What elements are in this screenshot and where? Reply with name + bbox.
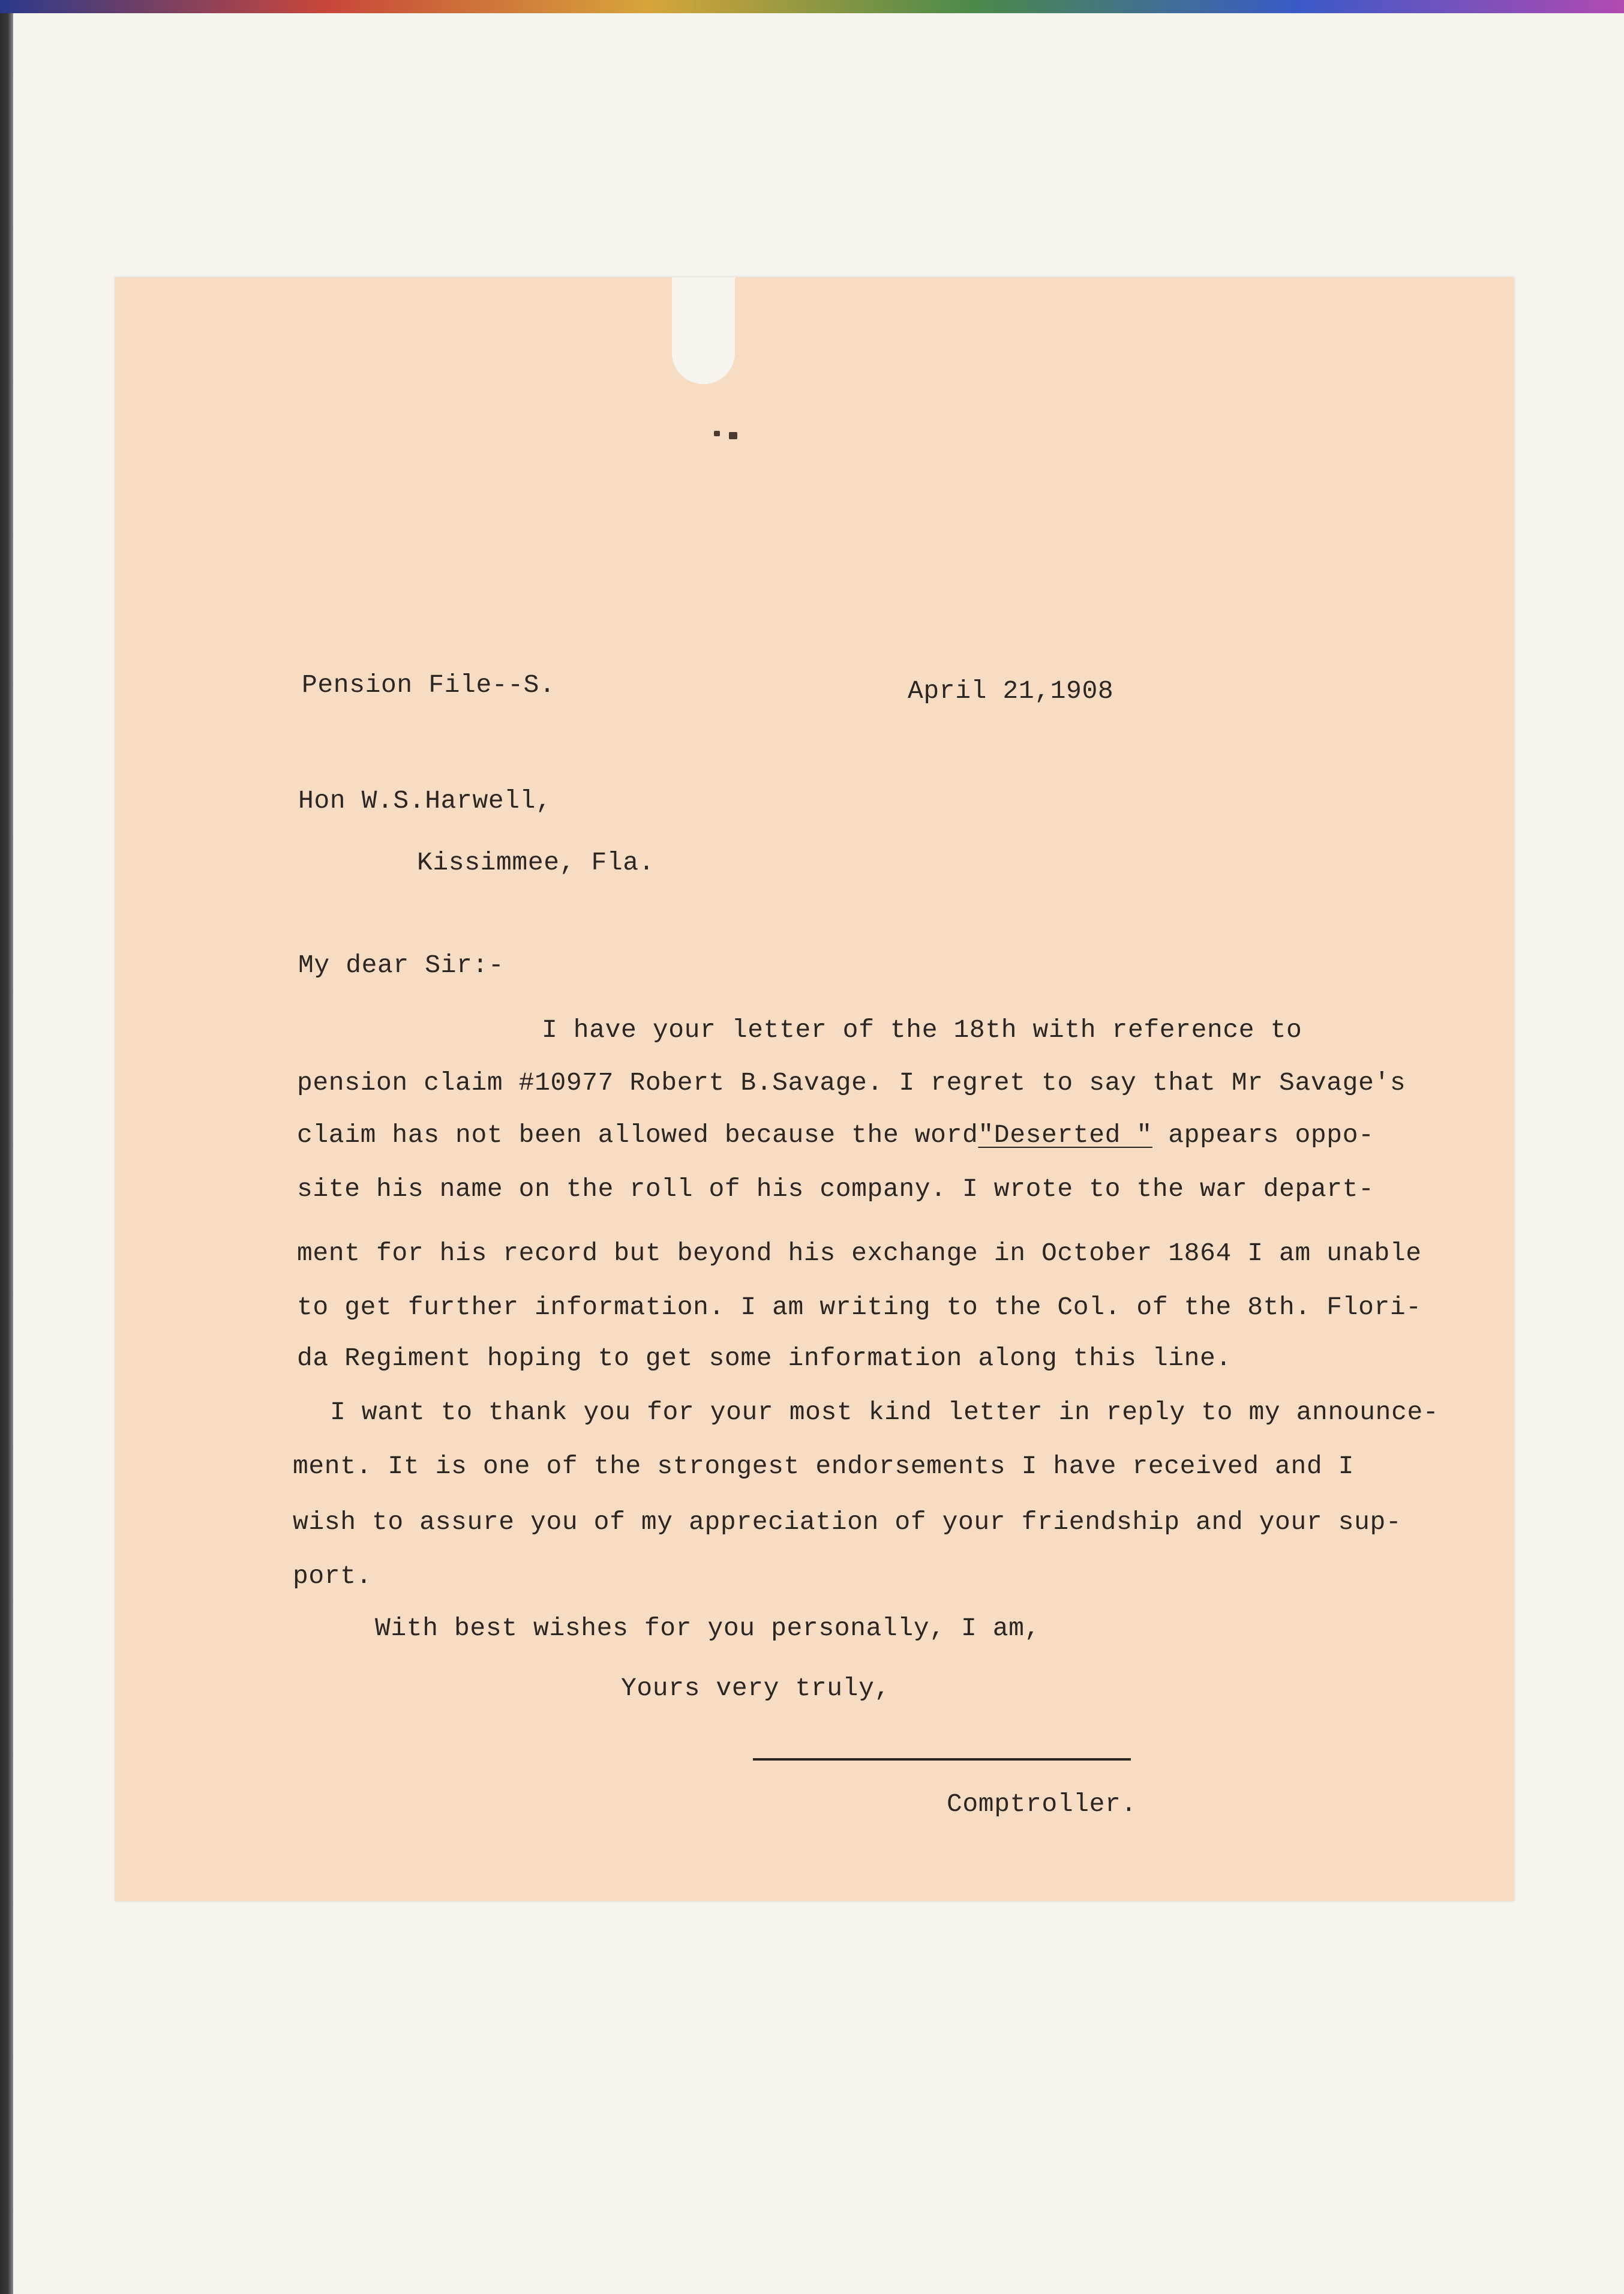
body-line: da Regiment hoping to get some information along this line. <box>297 1344 1232 1373</box>
scan-color-strip <box>0 0 1624 13</box>
body-line-text: appears oppo- <box>1152 1120 1374 1150</box>
recipient-name: Hon W.S.Harwell, <box>298 786 552 815</box>
body-line: site his name on the roll of his company. I wrote to the war depart- <box>297 1174 1374 1204</box>
complimentary-close: Yours very truly, <box>621 1674 890 1703</box>
file-reference: Pension File--S. <box>302 670 556 700</box>
signature-line <box>753 1758 1131 1761</box>
body-line: to get further information. I am writing to the Col. of the 8th. Flori- <box>297 1293 1422 1322</box>
underlined-word: "Deserted " <box>978 1120 1152 1150</box>
speck <box>729 432 737 439</box>
body-line: I have your letter of the 18th with reference to <box>542 1015 1302 1045</box>
recipient-location: Kissimmee, Fla. <box>417 848 655 877</box>
body-line: pension claim #10977 Robert B.Savage. I regret to say that Mr Savage's <box>297 1068 1406 1097</box>
salutation: My dear Sir:- <box>298 950 505 980</box>
signatory-title: Comptroller. <box>947 1789 1137 1819</box>
punch-specks <box>711 426 753 444</box>
body-line: ment. It is one of the strongest endorsements I have received and I <box>293 1452 1355 1481</box>
body-line: wish to assure you of my appreciation of your friendship and your sup- <box>293 1507 1402 1537</box>
closing-wish: With best wishes for you personally, I am, <box>375 1614 1040 1643</box>
body-line <box>297 1122 1374 1148</box>
body-line: ment for his record but beyond his exchange in October 1864 I am unable <box>297 1239 1422 1268</box>
body-line: I want to thank you for your most kind letter in reply to my announce- <box>330 1398 1439 1427</box>
punch-hole <box>672 277 735 384</box>
letter-date: April 21,1908 <box>908 676 1114 706</box>
scan-edge <box>0 13 13 2294</box>
body-line: port. <box>293 1561 373 1591</box>
speck <box>714 431 720 436</box>
body-line-text: claim has not been allowed because the word <box>297 1120 978 1150</box>
